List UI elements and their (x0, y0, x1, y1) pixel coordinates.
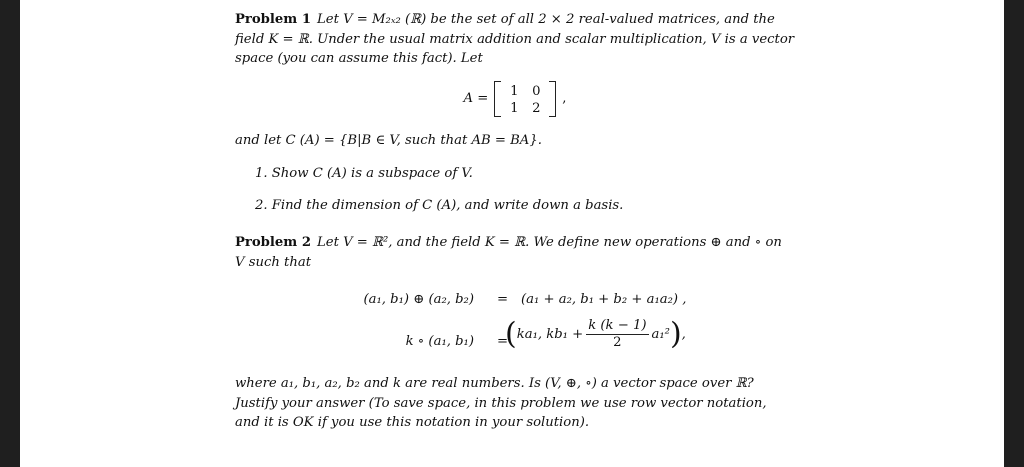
problem2-paragraph (235, 233, 795, 272)
problem2-equations (235, 282, 795, 362)
problem1-definition: and let C (A) = {B|B ∈ V, such that AB = BA}. (235, 132, 542, 148)
eq2-rhs-post: a₁² (651, 327, 670, 342)
left-paren: ( (505, 316, 517, 352)
eq2-lhs: k ∘ (a₁, b₁) (405, 334, 474, 349)
fraction-numerator: k (k − 1) (588, 318, 647, 333)
problem1-list (235, 164, 795, 215)
problem1-intro: Let V = M₂ₓ₂ (ℝ) be the set of all 2 × 2 real-valued matrices, and the field K = ℝ. Under the usual matrix addition and scalar multiplication, V is a vector space (you can assume this fact). Let (235, 12, 795, 66)
fraction (586, 318, 648, 351)
matrix-grid (503, 82, 547, 116)
problem1-paragraph (235, 10, 795, 69)
matrix-display (235, 79, 795, 119)
right-paren: ) (669, 316, 682, 352)
eq1-relation: = (497, 292, 509, 307)
matrix-cell: 2 (532, 100, 541, 116)
list-item: 2. Find the dimension of C (A), and write down a basis. (255, 197, 624, 213)
problem2-heading: Problem 2 (235, 235, 312, 250)
right-bracket (549, 81, 556, 117)
eq2-trailing-comma: , (681, 327, 686, 342)
document-page (20, 0, 1004, 467)
matrix-lhs: A = (463, 90, 489, 106)
eq1-lhs: (a₁, b₁) ⊕ (a₂, b₂) (363, 292, 474, 307)
eq1-rhs: (a₁ + a₂, b₁ + b₂ + a₁a₂) , (521, 292, 687, 307)
problem1-heading: Problem 1 (235, 12, 312, 27)
matrix-trailing-comma: , (562, 90, 567, 106)
matrix-cell: 1 (510, 83, 519, 99)
matrix-cell: 0 (532, 83, 541, 99)
eq2-relation: = (497, 334, 509, 349)
list-item: 1. Show C (A) is a subspace of V. (255, 166, 473, 181)
eq2-rhs (505, 318, 686, 351)
fraction-denominator: 2 (613, 335, 622, 350)
problem2-closing: where a₁, b₁, a₂, b₂ and k are real numbers. Is (V, ⊕, ∘) a vector space over ℝ? Justify your answer (To save space, in this problem we use row vector notation, and it is OK if you use this notation in your solution). (235, 376, 767, 430)
problem2-intro: Let V = ℝ², and the field K = ℝ. We define new operations ⊕ and ∘ on V such that (235, 235, 782, 270)
document-content (235, 10, 795, 433)
left-bracket (494, 81, 501, 117)
matrix-cell: 1 (510, 100, 519, 116)
eq2-rhs-pre: ka₁, kb₁ + (516, 327, 584, 342)
